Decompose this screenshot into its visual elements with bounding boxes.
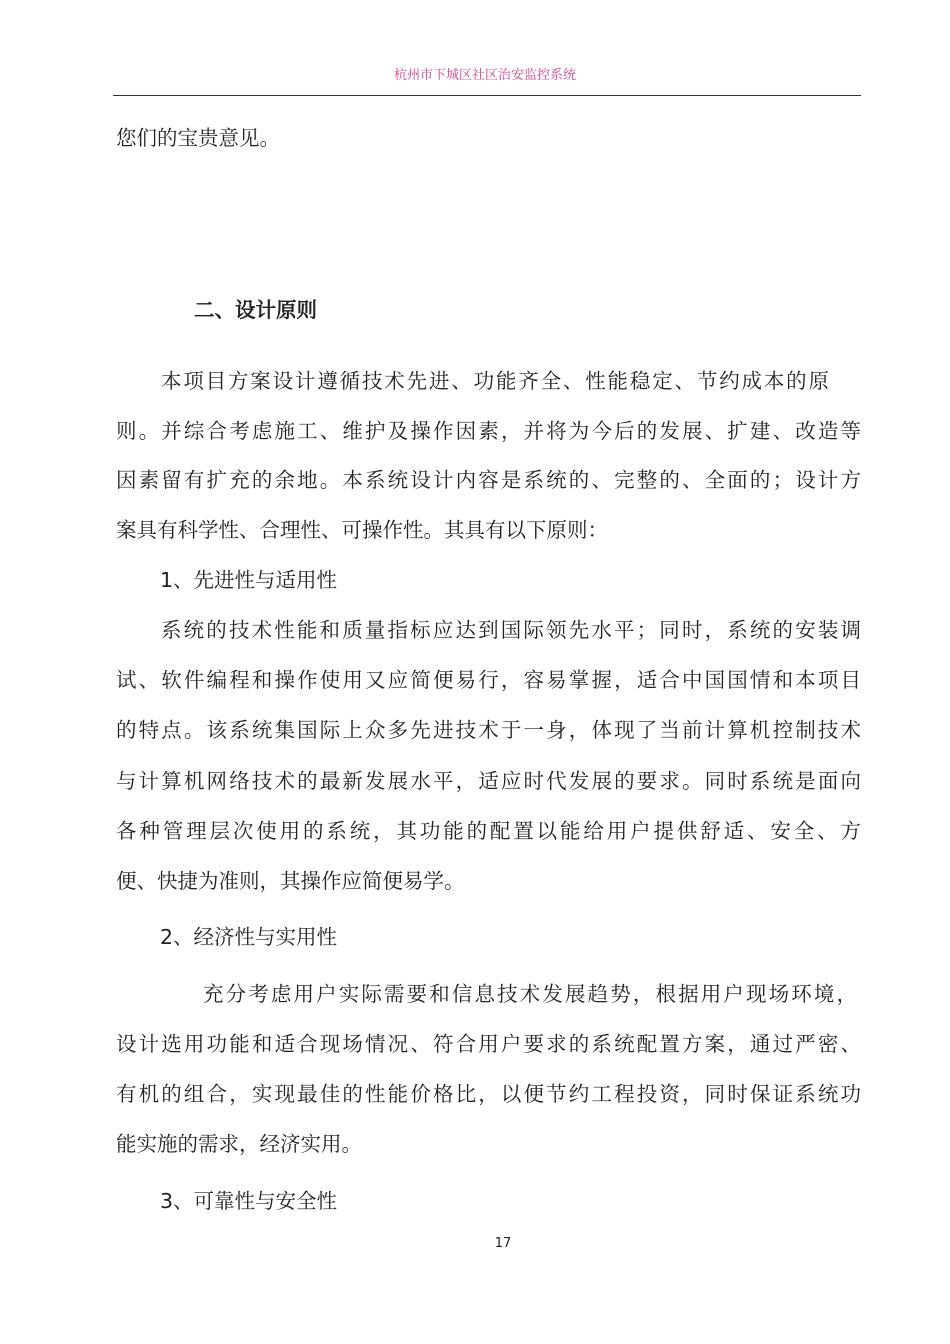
body-line: 系统的技术性能和质量指标应达到国际领先水平；同时，系统的安装调 (161, 618, 861, 642)
body-line: 能实施的需求，经济实用。 (116, 1132, 362, 1156)
body-line: 本项目方案设计遵循技术先进、功能齐全、性能稳定、节约成本的原 (161, 369, 829, 393)
body-line: 则。并综合考虑施工、维护及操作因素，并将为今后的发展、扩建、改造等 (116, 419, 861, 443)
body-line: 设计选用功能和适合现场情况、符合用户要求的系统配置方案，通过严密、 (116, 1032, 861, 1056)
subsection-heading: 2、经济性与实用性 (160, 925, 338, 949)
body-line: 案具有科学性、合理性、可操作性。其具有以下原则： (116, 518, 608, 542)
body-line: 便、快捷为准则，其操作应简便易学。 (116, 869, 465, 893)
section-heading: 二、设计原则 (194, 298, 317, 322)
subsection-heading: 3、可靠性与安全性 (160, 1189, 338, 1213)
body-line: 与计算机网络技术的最新发展水平，适应时代发展的要求。同时系统是面向 (116, 769, 861, 793)
body-line: 试、软件编程和操作使用又应简便易行，容易掌握，适合中国国情和本项目 (116, 668, 861, 692)
subsection-heading: 1、先进性与适用性 (160, 568, 338, 592)
body-line: 各种管理层次使用的系统，其功能的配置以能给用户提供舒适、安全、方 (116, 819, 861, 843)
header-title: 杭州市下城区社区治安监控系统 (393, 68, 576, 83)
body-line: 您们的宝贵意见。 (116, 126, 280, 150)
body-line: 的特点。该系统集国际上众多先进技术于一身，体现了当前计算机控制技术 (116, 718, 861, 742)
page-number: 17 (494, 1236, 512, 1251)
body-line: 有机的组合，实现最佳的性能价格比，以便节约工程投资，同时保证系统功 (116, 1082, 861, 1106)
header-divider (113, 95, 861, 96)
body-line: 因素留有扩充的余地。本系统设计内容是系统的、完整的、全面的；设计方 (116, 468, 861, 492)
body-line: 充分考虑用户实际需要和信息技术发展趋势，根据用户现场环境， (203, 982, 857, 1006)
